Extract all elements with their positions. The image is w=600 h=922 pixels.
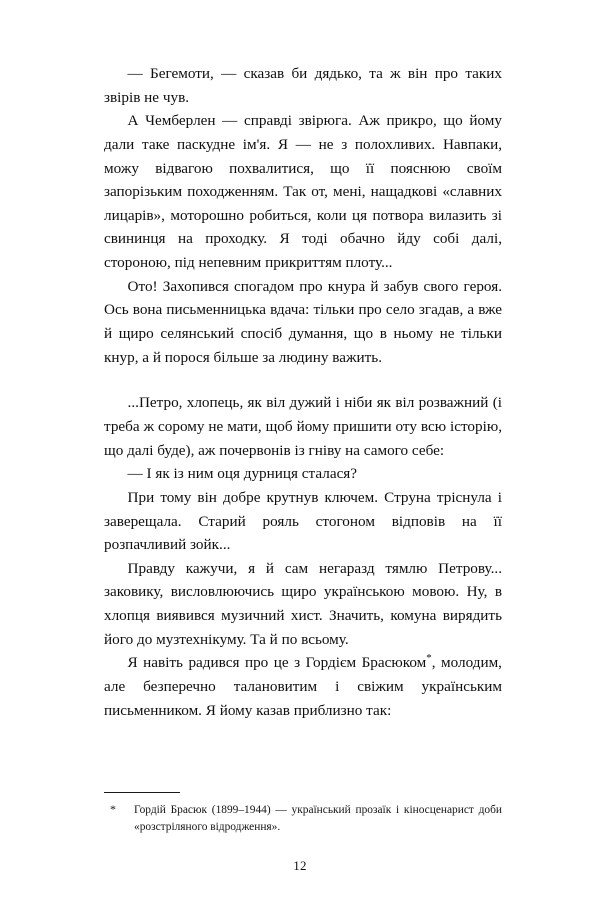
paragraph-4: ...Петро, хлопець, як віл дужий і ніби як віл розважний (і треба ж сорому не мати, щоб йому пришити оту всю історію, що далі буде), аж почервонів із гніву на самого себе: <box>104 394 502 459</box>
paragraph-2: А Чемберлен — справді звірюга. Аж прикро, що йому дали таке паскудне ім'я. Я — не з полохливих. Навпаки, можу відвагою похвалитися, що її пояснюю своїм запорізьким походженням. Так от, мені, нащадкові «славних лицарів», моторошно робиться, коли ця потвора вилазить зі свининця на проходку. Я тоді обачно йду собі далі, стороною, під непевним прикриттям плоту... <box>104 112 502 272</box>
paragraph-8-after-ref: , молодим, але безперечно талановитим і свіжим українським письменником. Я йому казав приблизно так: <box>104 654 502 719</box>
paragraph-7: Правду кажучи, я й сам негаразд тямлю Петрову... заковику, висловлюючись щиро українською мовою. Ну, в хлопця виявився музичний хист. Значить, комуна вирядить його до музтехнікуму. Та й по всьому. <box>104 559 502 648</box>
paragraph-6: При тому він добре крутнув ключем. Струна тріснула і заверещала. Старий рояль стогоном відповів на її розпачливий зойк... <box>104 488 502 554</box>
paragraph-5: — І як із ним оця дурниця сталася? <box>127 465 358 483</box>
footnote-text: Гордій Брасюк (1899–1944) — український прозаїк і кіносценарист доби «розстріляного відродження». <box>134 803 502 833</box>
paragraph-8-before-ref: Я навіть радився про це з Гордієм Брасюком <box>127 654 427 672</box>
paragraph-3: Ото! Захопився спогадом про кнура й забув свого героя. Ось вона письменницька вдача: тільки про село згадав, а вже й щиро селянський спосіб думання, що в ньому не тільки кнур, а й порося більше за людину важить. <box>104 277 502 366</box>
footnote-marker: * <box>110 801 116 816</box>
page-number: 12 <box>293 858 307 873</box>
footnote-divider <box>104 792 180 793</box>
paragraph-8-with-footnote <box>104 651 502 722</box>
section-break <box>104 369 502 391</box>
page-body-text <box>104 62 502 722</box>
footnote-entry <box>104 802 502 836</box>
footnote-area <box>104 792 502 836</box>
paragraph-1: — Бегемоти, — сказав би дядько, та ж він про таких звірів не чув. <box>104 65 502 106</box>
footnote-reference-marker[interactable]: * <box>426 652 432 665</box>
